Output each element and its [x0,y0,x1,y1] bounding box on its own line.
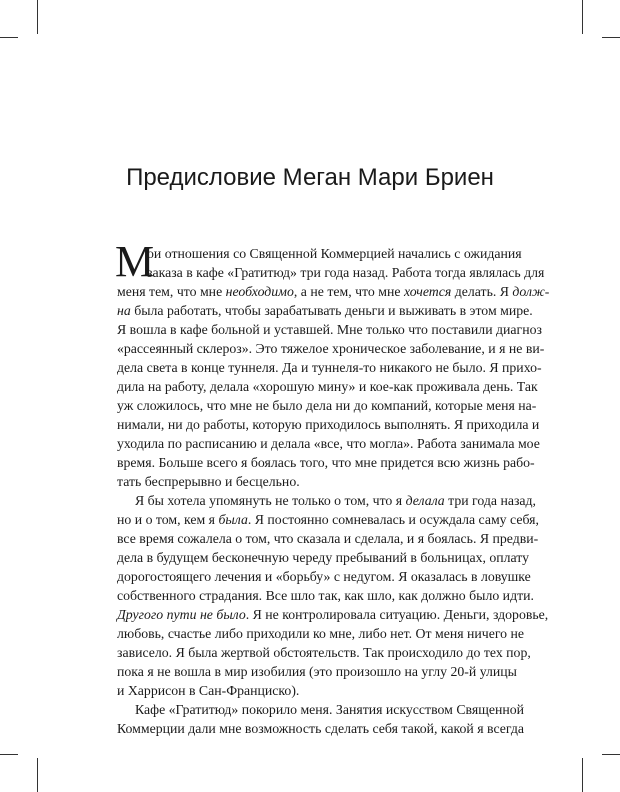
page-title: Предисловие Меган Мари Бриен [126,164,494,191]
text-line: Я бы хотела упомянуть не только о том, что я делала три года назад, [135,493,537,508]
emphasis: Другого пути не было [117,607,246,622]
text-line: дила на работу, делала «хорошую мину» и кое-как проживала день. Так [117,379,538,394]
text-line: заказа в кафе «Гратитюд» три года назад. Работа тогда являлась для [147,265,545,280]
text-line: все время сожалела о том, что сказала и сделала, и я боялась. Я предви- [117,531,539,546]
text-line: пока я не вошла в мир изобилия (это произошло на углу 20-й улицы [117,664,517,679]
crop-mark-top-right-h [602,37,620,38]
text-line: дела света в конце туннеля. Да и туннеля-то никакого не было. Я прихо- [117,360,542,375]
crop-mark-bottom-left-h [0,754,18,755]
text-line: дела в будущем бесконечную череду пребываний в больницах, оплату [117,550,530,565]
crop-mark-top-left-h [0,37,18,38]
text-line: Я вошла в кафе больной и уставшей. Мне только что поставили диагноз [117,322,542,337]
text-line: Коммерции дали мне возможность сделать себя такой, какой я всегда [117,721,525,736]
crop-mark-bottom-right [582,758,583,792]
emphasis: необходимо [225,284,294,299]
text-line: и Харрисон в Сан-Франциско). [117,683,300,698]
text-line: зависело. Я была жертвой обстоятельств. Так происходило до тех пор, [117,645,531,660]
crop-mark-bottom-left [37,758,38,792]
text-line: собственного страдания. Все шло так, как шло, как должно было идти. [117,588,534,603]
emphasis: хочется [403,284,452,299]
text-line: на была работать, чтобы зарабатывать деньги и выживать в этом мире. [117,303,533,318]
text-line: уходила по расписанию и делала «все, что могла». Работа занимала мое [117,436,540,451]
emphasis: на [117,303,131,318]
text-line: любовь, счастье либо приходили ко мне, либо нет. От меня ничего не [117,626,525,641]
crop-mark-top-right [582,0,583,34]
text-line: время. Больше всего я боялась того, что мне придется всю жизнь рабо- [117,455,535,470]
text-line: Кафе «Гратитюд» покорило меня. Занятия искусством Священной [135,702,524,717]
body-text [115,237,550,738]
text-line: дорогостоящего лечения и «борьбу» с недугом. Я оказалась в ловушке [117,569,531,584]
emphasis: была [218,512,248,527]
text-line: «рассеянный склероз». Это тяжелое хроническое заболевание, и я не ви- [117,341,545,356]
text-line: тать беспрерывно и бесцельно. [117,474,300,489]
crop-mark-top-left [37,0,38,34]
text-line: меня тем, что мне необходимо, а не тем, что мне хочется делать. Я долж- [117,284,550,299]
drop-cap: М [115,237,155,286]
emphasis: долж- [512,284,550,299]
crop-mark-bottom-right-h [602,754,620,755]
text-line: но и о том, кем я была. Я постоянно сомневалась и осуждала саму себя, [117,512,539,527]
text-line: Другого пути не было. Я не контролировала ситуацию. Деньги, здоровье, [117,607,549,622]
text-line: уж сложилось, что мне не было дела ни до компаний, которые меня на- [117,398,537,413]
text-line: ои отношения со Священной Коммерцией начались с ожидания [147,246,522,261]
emphasis: делала [405,493,445,508]
text-line: нимали, ни до работы, которую приходилось выполнять. Я приходила и [117,417,540,432]
